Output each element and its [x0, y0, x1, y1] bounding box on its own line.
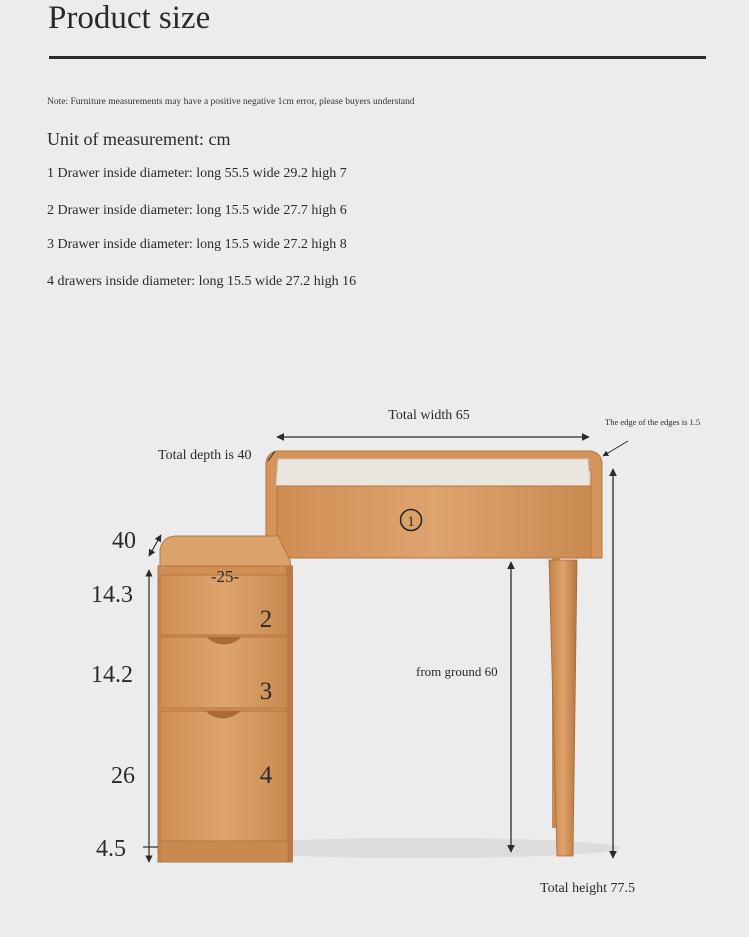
spec-drawer-2: 2 Drawer inside diameter: long 15.5 wide 27.7 high 6 [47, 203, 347, 218]
height-base-label: 4.5 [96, 836, 126, 862]
spec-drawer-1: 1 Drawer inside diameter: long 55.5 wide 29.2 high 7 [47, 166, 347, 181]
total-width-label: Total width 65 [388, 408, 470, 423]
drawer-4-label: 4 [259, 762, 273, 789]
cabinet-base [160, 841, 288, 862]
desk-top-surface [276, 459, 590, 486]
page-title: Product size [48, 0, 211, 36]
height-drawer-2-label: 14.3 [91, 582, 133, 608]
drawer-3-label: 3 [259, 678, 273, 705]
drawer-1-front [277, 486, 591, 558]
drawer-1-label: 1 [407, 514, 415, 530]
spec-drawer-4: 4 drawers inside diameter: long 15.5 wide 27.2 high 16 [47, 274, 357, 289]
drawer-2-label: 2 [259, 606, 273, 633]
unit-of-measurement: Unit of measurement: cm [47, 129, 231, 149]
total-depth-label: Total depth is 40 [158, 448, 252, 463]
height-drawer-4-label: 26 [111, 763, 135, 789]
cabinet-depth-label: 40 [112, 528, 136, 554]
edge-note-label: The edge of the edges is 1.5 [605, 417, 701, 427]
measurement-note: Note: Furniture measurements may have a positive negative 1cm error, please buyers understand [47, 97, 415, 107]
spec-drawer-3: 3 Drawer inside diameter: long 15.5 wide 27.2 high 8 [47, 237, 347, 252]
total-height-label: Total height 77.5 [540, 881, 636, 896]
desk [266, 451, 602, 856]
from-ground-label: from ground 60 [416, 664, 498, 679]
height-drawer-3-label: 14.2 [91, 662, 133, 688]
cabinet-width-label: -25- [210, 567, 240, 586]
edge-pointer-line [603, 441, 628, 456]
cabinet-depth-line [149, 535, 161, 556]
